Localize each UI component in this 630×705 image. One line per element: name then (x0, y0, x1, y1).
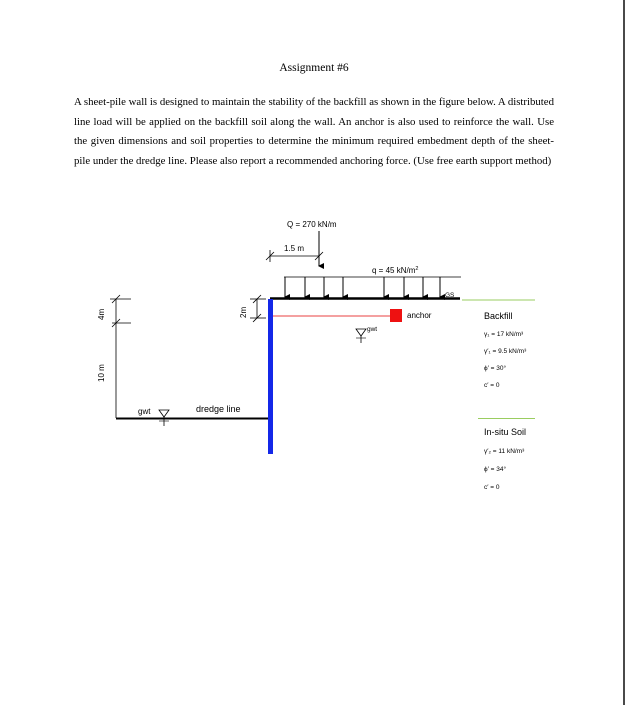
insitu-c: c′ = 0 (484, 484, 500, 491)
gs-label: GS (445, 292, 455, 299)
dim-10m-label: 10 m (97, 364, 106, 382)
gwt-symbol-left (159, 410, 169, 417)
gwt-right-label: gwt (367, 326, 378, 333)
dim-2m-lines (250, 295, 266, 322)
gwt-left-label: gwt (138, 407, 151, 416)
dredge-line-label: dredge line (196, 404, 241, 414)
problem-statement: A sheet-pile wall is designed to maintain the stability of the backfill as shown in the figure below. A distributed line load will be applied on the backfill soil along the wall. An anchor is also used to reinforce the wall. Use the given dimensions and soil properties to determine the minimum required embedment depth of the sheet-pile under the dredge line. Please also report a recommended anchoring force. (Use free earth support method) (74, 96, 554, 167)
dim-2m-label: 2m (239, 306, 248, 318)
gwt-symbol-right (356, 329, 366, 336)
page-title: Assignment #6 (279, 62, 349, 74)
surcharge-label: q = 45 $kN/m^2$ (372, 266, 419, 275)
anchor-block (390, 309, 402, 322)
backfill-gamma: γ₁ = 17 kN/m³ (484, 331, 524, 338)
insitu-phi: ϕ′ = 34° (484, 466, 507, 473)
insitu-title: In-situ Soil (484, 427, 527, 437)
backfill-title: Backfill (484, 311, 513, 321)
backfill-phi: ϕ′ = 30° (484, 365, 507, 372)
left-dimension-lines (110, 295, 131, 418)
insitu-gamma-prime: γ′₂ = 11 kN/m³ (484, 448, 525, 455)
dim-4m-label: 4m (97, 308, 106, 320)
anchor-label: anchor (407, 311, 432, 320)
line-load-label: Q = 270 kN/m (287, 220, 337, 229)
sheet-pile-wall (268, 299, 273, 454)
backfill-c: c′ = 0 (484, 382, 500, 389)
offset-label: 1.5 m (284, 244, 305, 253)
backfill-gamma-prime: γ′₁ = 9.5 kN/m³ (484, 348, 527, 355)
surcharge-arrows (285, 277, 440, 297)
